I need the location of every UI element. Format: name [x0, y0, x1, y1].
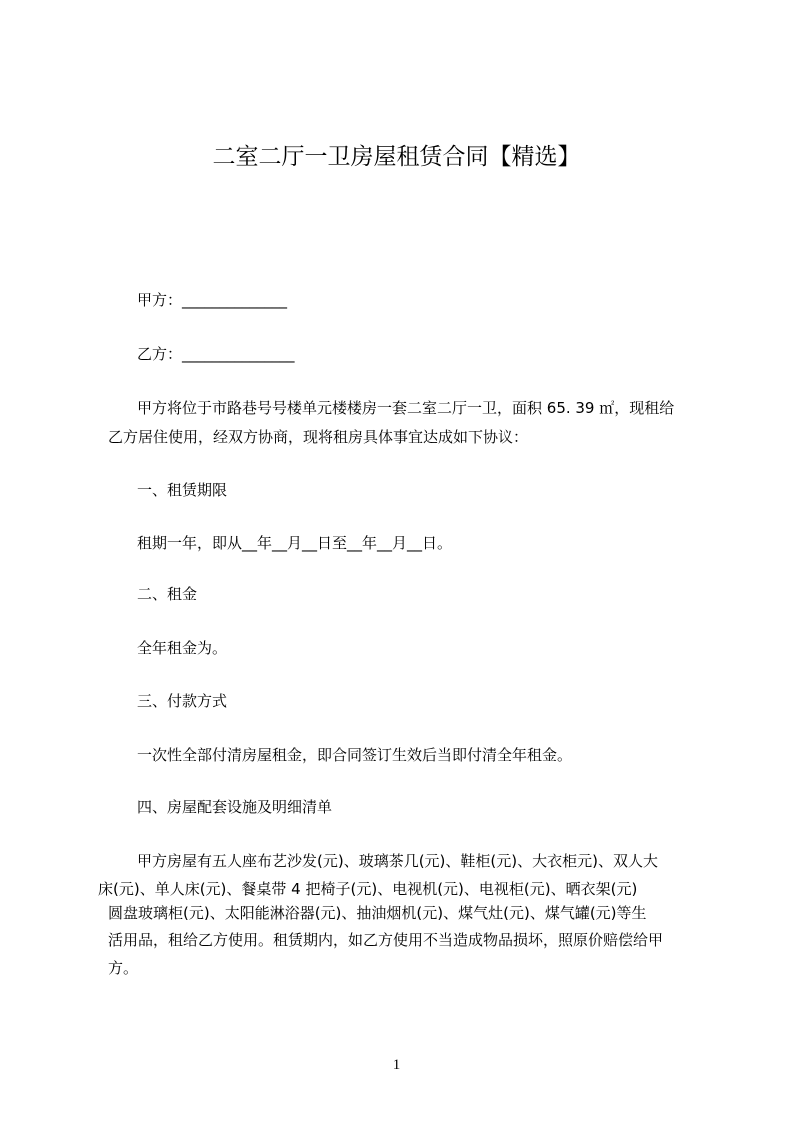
section-body-line: 甲方房屋有五人座布艺沙发(元)、玻璃茶几(元)、鞋柜(元)、大衣柜元)、双人大: [137, 852, 658, 870]
page-number: 1: [392, 1057, 401, 1073]
section-heading-payment: 三、付款方式: [137, 692, 228, 710]
section-heading-lease-term: 一、租赁期限: [137, 481, 228, 499]
section-body-line: 全年租金为。: [137, 639, 228, 657]
section-body-line: 方。: [108, 959, 139, 977]
section-body-line: 床(元)、单人床(元)、餐桌带 4 把椅子(元)、电视机(元)、电视柜(元)、晒衣架(元): [98, 880, 638, 898]
section-body-line: 圆盘玻璃柜(元)、太阳能淋浴器(元)、抽油烟机(元)、煤气灶(元)、煤气罐(元)等生: [108, 904, 647, 922]
document-title: 二室二厅一卫房屋租赁合同【精选】: [212, 144, 581, 170]
intro-paragraph-line: 乙方居住使用，经双方协商，现将租房具体事宜达成如下协议：: [108, 428, 529, 446]
section-body-line: 一次性全部付清房屋租金，即合同签订生效后当即付清全年租金。: [137, 746, 573, 764]
party-b-line: 乙方：_______________: [137, 345, 295, 363]
section-heading-rent: 二、租金: [137, 585, 198, 603]
section-body-line: 租期一年，即从__年__月__日至__年__月__日。: [137, 534, 453, 552]
intro-paragraph-line: 甲方将位于市路巷号号楼单元楼楼房一套二室二厅一卫，面积 65. 39 ㎡，现租给: [137, 399, 675, 417]
party-a-line: 甲方：______________: [137, 291, 288, 309]
section-body-line: 活用品，租给乙方使用。租赁期内，如乙方使用不当造成物品损坏，照原价赔偿给甲: [108, 931, 664, 949]
section-heading-facilities: 四、房屋配套设施及明细清单: [137, 798, 333, 816]
